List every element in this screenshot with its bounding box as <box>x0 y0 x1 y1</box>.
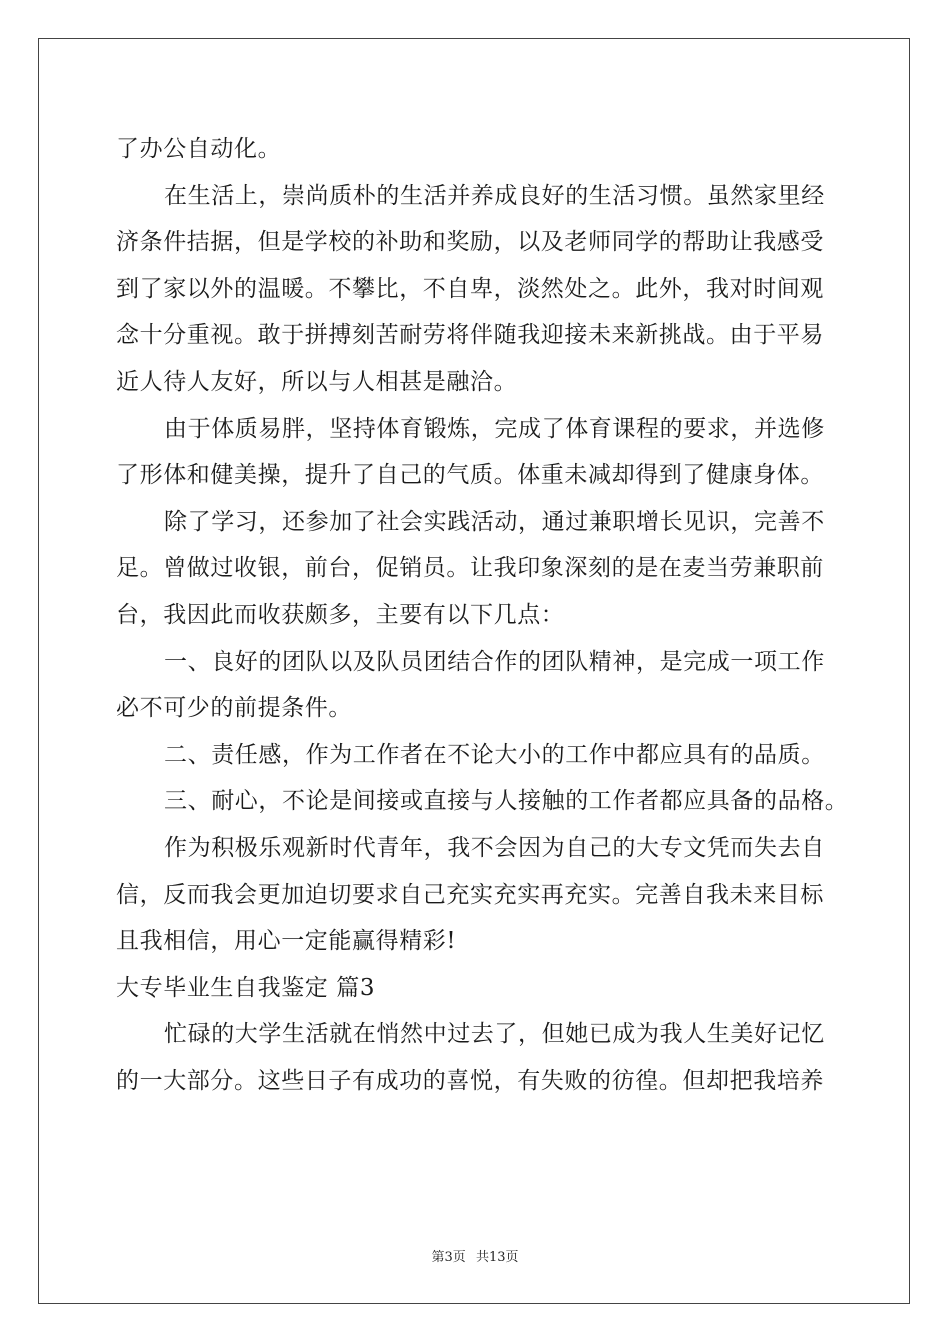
text-line: 由于体质易胖，坚持体育锻炼，完成了体育课程的要求，并选修 <box>164 415 825 442</box>
text-line: 念十分重视。敢于拼搏刻苦耐劳将伴随我迎接未来新挑战。由于平易 <box>116 322 824 349</box>
text-line: 信，反而我会更加迫切要求自己充实充实再充实。完善自我未来目标 <box>116 881 824 908</box>
text-line: 近人待人友好，所以与人相甚是融洽。 <box>116 368 518 395</box>
text-line: 一、良好的团队以及队员团结合作的团队精神，是完成一项工作 <box>164 648 825 675</box>
document-body <box>116 126 849 1104</box>
section-heading: 大专毕业生自我鉴定 篇3 <box>116 974 376 1001</box>
text-line: 足。曾做过收银，前台，促销员。让我印象深刻的是在麦当劳兼职前 <box>116 555 824 582</box>
text-line: 了办公自动化。 <box>116 136 282 162</box>
text-line: 在生活上，崇尚质朴的生活并养成良好的生活习惯。虽然家里经 <box>164 182 825 209</box>
text-line: 必不可少的前提条件。 <box>116 695 352 722</box>
page-number: 第3页 <box>431 1250 466 1265</box>
page-footer <box>0 1246 950 1265</box>
text-line: 的一大部分。这些日子有成功的喜悦，有失败的彷徨。但却把我培养 <box>116 1067 824 1094</box>
text-line: 到了家以外的温暖。不攀比，不自卑，淡然处之。此外，我对时间观 <box>116 275 824 302</box>
text-line: 三、耐心，不论是间接或直接与人接触的工作者都应具备的品格。 <box>164 788 849 815</box>
text-line: 忙碌的大学生活就在悄然中过去了，但她已成为我人生美好记忆 <box>164 1021 825 1048</box>
text-line: 了形体和健美操，提升了自己的气质。体重未减却得到了健康身体。 <box>116 462 824 489</box>
text-line: 二、责任感，作为工作者在不论大小的工作中都应具有的品质。 <box>164 741 825 768</box>
text-line: 除了学习，还参加了社会实践活动，通过兼职增长见识，完善不 <box>164 508 825 535</box>
text-line: 且我相信，用心一定能赢得精彩! <box>116 928 457 955</box>
text-line: 台，我因此而收获颇多，主要有以下几点： <box>116 601 565 628</box>
page-total: 共13页 <box>475 1250 519 1265</box>
text-line: 济条件拮据，但是学校的补助和奖励，以及老师同学的帮助让我感受 <box>116 229 824 256</box>
text-line: 作为积极乐观新时代青年，我不会因为自己的大专文凭而失去自 <box>164 834 825 861</box>
